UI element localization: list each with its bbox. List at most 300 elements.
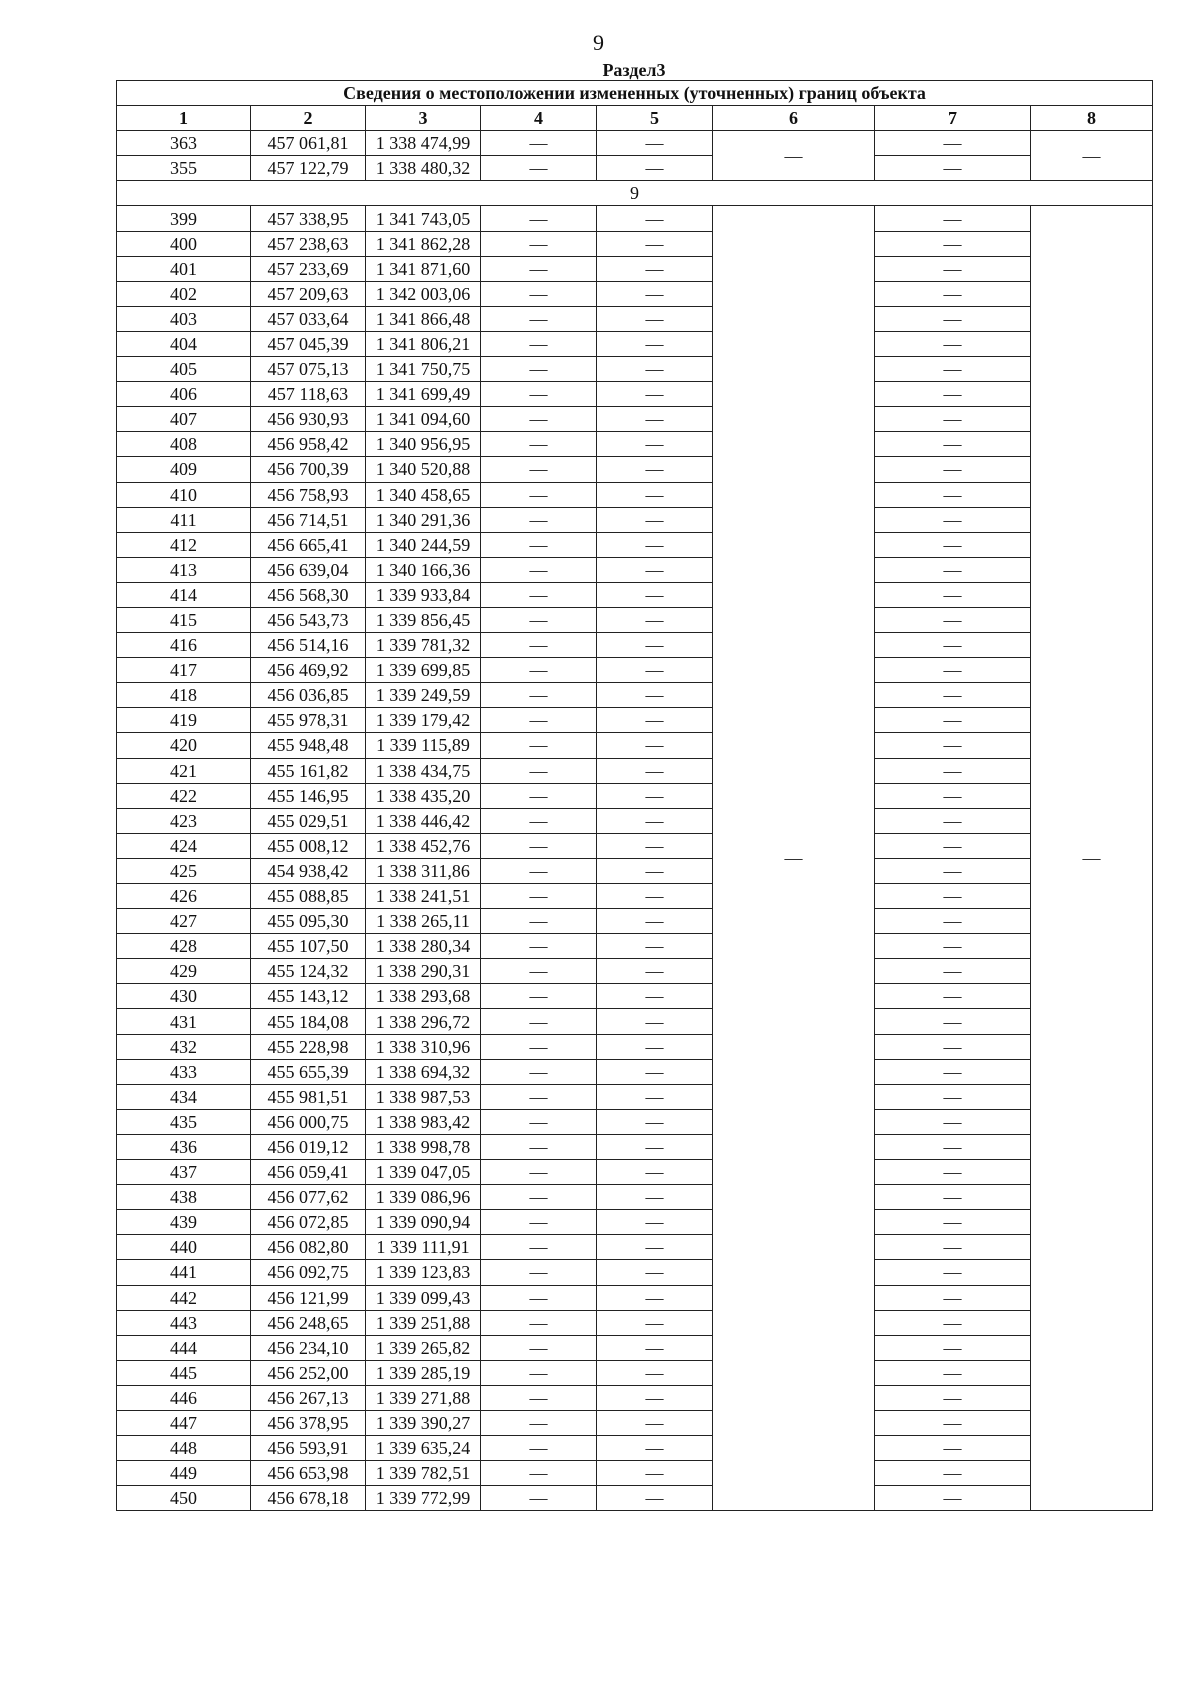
x-coordinate-cell: 457 233,69: [251, 256, 366, 281]
col4-cell: —: [481, 407, 597, 432]
col5-cell: —: [597, 1084, 713, 1109]
x-coordinate-cell: 455 161,82: [251, 758, 366, 783]
col7-cell: —: [875, 909, 1031, 934]
col7-cell: —: [875, 507, 1031, 532]
y-coordinate-cell: 1 338 241,51: [366, 884, 481, 909]
col4-cell: —: [481, 783, 597, 808]
col4-cell: —: [481, 1160, 597, 1185]
table-row: [117, 557, 1153, 582]
point-number-cell: 419: [117, 708, 251, 733]
table-row: [117, 607, 1153, 632]
col4-cell: —: [481, 1410, 597, 1435]
point-number-cell: 444: [117, 1335, 251, 1360]
point-number-cell: 430: [117, 984, 251, 1009]
col7-cell: —: [875, 557, 1031, 582]
col5-cell: —: [597, 1385, 713, 1410]
group-label: 9: [117, 181, 1153, 206]
col4-cell: —: [481, 708, 597, 733]
x-coordinate-cell: 456 059,41: [251, 1160, 366, 1185]
table-row: [117, 331, 1153, 356]
col5-cell: —: [597, 231, 713, 256]
table-row: [117, 1059, 1153, 1084]
table-row: [117, 582, 1153, 607]
x-coordinate-cell: 455 124,32: [251, 959, 366, 984]
table-row: [117, 1360, 1153, 1385]
col5-cell: —: [597, 1285, 713, 1310]
col4-cell: —: [481, 1310, 597, 1335]
col4-cell: —: [481, 382, 597, 407]
column-header-6: 6: [713, 106, 875, 131]
y-coordinate-cell: 1 340 244,59: [366, 532, 481, 557]
x-coordinate-cell: 456 653,98: [251, 1461, 366, 1486]
col4-cell: —: [481, 432, 597, 457]
coordinates-table: [116, 80, 1153, 1511]
col8-merged-cell: —: [1031, 206, 1153, 1511]
x-coordinate-cell: 456 378,95: [251, 1410, 366, 1435]
col5-cell: —: [597, 909, 713, 934]
y-coordinate-cell: 1 339 933,84: [366, 582, 481, 607]
col7-cell: —: [875, 959, 1031, 984]
col5-cell: —: [597, 934, 713, 959]
point-number-cell: 412: [117, 532, 251, 557]
x-coordinate-cell: 456 248,65: [251, 1310, 366, 1335]
y-coordinate-cell: 1 341 743,05: [366, 206, 481, 231]
x-coordinate-cell: 456 072,85: [251, 1210, 366, 1235]
col7-cell: —: [875, 1285, 1031, 1310]
col5-cell: —: [597, 708, 713, 733]
table-row: [117, 733, 1153, 758]
col5-cell: —: [597, 206, 713, 231]
col4-cell: —: [481, 1285, 597, 1310]
col4-cell: —: [481, 984, 597, 1009]
col7-cell: —: [875, 1009, 1031, 1034]
point-number-cell: 446: [117, 1385, 251, 1410]
col7-cell: —: [875, 934, 1031, 959]
table-title: Сведения о местоположении измененных (уточненных) границ объекта: [117, 81, 1153, 106]
col5-cell: —: [597, 156, 713, 181]
col5-cell: —: [597, 884, 713, 909]
x-coordinate-cell: 457 033,64: [251, 306, 366, 331]
col7-cell: —: [875, 808, 1031, 833]
point-number-cell: 437: [117, 1160, 251, 1185]
point-number-cell: 409: [117, 457, 251, 482]
col5-cell: —: [597, 582, 713, 607]
col4-cell: —: [481, 306, 597, 331]
point-number-cell: 423: [117, 808, 251, 833]
x-coordinate-cell: 455 107,50: [251, 934, 366, 959]
point-number-cell: 428: [117, 934, 251, 959]
col5-cell: —: [597, 1461, 713, 1486]
table-row: [117, 1160, 1153, 1185]
col5-cell: —: [597, 833, 713, 858]
y-coordinate-cell: 1 338 987,53: [366, 1084, 481, 1109]
table-row: [117, 1134, 1153, 1159]
col7-cell: —: [875, 407, 1031, 432]
col5-cell: —: [597, 1160, 713, 1185]
table-row: [117, 1410, 1153, 1435]
col4-cell: —: [481, 1034, 597, 1059]
col6-merged-cell: —: [713, 131, 875, 181]
col5-cell: —: [597, 1335, 713, 1360]
y-coordinate-cell: 1 339 271,88: [366, 1385, 481, 1410]
y-coordinate-cell: 1 340 166,36: [366, 557, 481, 582]
x-coordinate-cell: 455 146,95: [251, 783, 366, 808]
col4-cell: —: [481, 833, 597, 858]
x-coordinate-cell: 456 234,10: [251, 1335, 366, 1360]
col7-cell: —: [875, 156, 1031, 181]
point-number-cell: 432: [117, 1034, 251, 1059]
x-coordinate-cell: 457 338,95: [251, 206, 366, 231]
col5-cell: —: [597, 1360, 713, 1385]
col4-cell: —: [481, 934, 597, 959]
y-coordinate-cell: 1 338 998,78: [366, 1134, 481, 1159]
point-number-cell: 431: [117, 1009, 251, 1034]
col7-cell: —: [875, 306, 1031, 331]
table-row: [117, 1185, 1153, 1210]
x-coordinate-cell: 456 514,16: [251, 633, 366, 658]
column-header-8: 8: [1031, 106, 1153, 131]
col4-cell: —: [481, 1009, 597, 1034]
y-coordinate-cell: 1 341 866,48: [366, 306, 481, 331]
col5-cell: —: [597, 532, 713, 557]
point-number-cell: 414: [117, 582, 251, 607]
table-row: [117, 1486, 1153, 1511]
table-row: [117, 909, 1153, 934]
group-label-row: [117, 181, 1153, 206]
column-header-1: 1: [117, 106, 251, 131]
col5-cell: —: [597, 281, 713, 306]
x-coordinate-cell: 455 088,85: [251, 884, 366, 909]
y-coordinate-cell: 1 340 291,36: [366, 507, 481, 532]
col4-cell: —: [481, 1059, 597, 1084]
point-number-cell: 405: [117, 357, 251, 382]
x-coordinate-cell: 456 568,30: [251, 582, 366, 607]
point-number-cell: 445: [117, 1360, 251, 1385]
point-number-cell: 439: [117, 1210, 251, 1235]
col4-cell: —: [481, 1360, 597, 1385]
point-number-cell: 401: [117, 256, 251, 281]
x-coordinate-cell: 456 252,00: [251, 1360, 366, 1385]
table-row: [117, 1210, 1153, 1235]
x-coordinate-cell: 455 008,12: [251, 833, 366, 858]
col7-cell: —: [875, 281, 1031, 306]
col5-cell: —: [597, 1034, 713, 1059]
x-coordinate-cell: 457 061,81: [251, 131, 366, 156]
point-number-cell: 436: [117, 1134, 251, 1159]
y-coordinate-cell: 1 339 285,19: [366, 1360, 481, 1385]
x-coordinate-cell: 455 981,51: [251, 1084, 366, 1109]
col7-cell: —: [875, 1160, 1031, 1185]
col5-cell: —: [597, 808, 713, 833]
col5-cell: —: [597, 1109, 713, 1134]
point-number-cell: 450: [117, 1486, 251, 1511]
col4-cell: —: [481, 357, 597, 382]
x-coordinate-cell: 455 978,31: [251, 708, 366, 733]
point-number-cell: 403: [117, 306, 251, 331]
point-number-cell: 448: [117, 1436, 251, 1461]
col7-cell: —: [875, 1084, 1031, 1109]
table-row: [117, 658, 1153, 683]
y-coordinate-cell: 1 341 094,60: [366, 407, 481, 432]
point-number-cell: 425: [117, 858, 251, 883]
x-coordinate-cell: 456 593,91: [251, 1436, 366, 1461]
col4-cell: —: [481, 532, 597, 557]
table-row: [117, 1235, 1153, 1260]
point-number-cell: 406: [117, 382, 251, 407]
col5-cell: —: [597, 1436, 713, 1461]
col7-cell: —: [875, 532, 1031, 557]
col4-cell: —: [481, 131, 597, 156]
x-coordinate-cell: 456 036,85: [251, 683, 366, 708]
col5-cell: —: [597, 407, 713, 432]
point-number-cell: 433: [117, 1059, 251, 1084]
col4-cell: —: [481, 959, 597, 984]
table-row: [117, 231, 1153, 256]
col5-cell: —: [597, 557, 713, 582]
y-coordinate-cell: 1 339 390,27: [366, 1410, 481, 1435]
section-label: Раздел3: [602, 60, 666, 80]
col4-cell: —: [481, 1235, 597, 1260]
x-coordinate-cell: 455 655,39: [251, 1059, 366, 1084]
col4-cell: —: [481, 884, 597, 909]
table-row: [117, 457, 1153, 482]
table-row: [117, 683, 1153, 708]
table-row: [117, 206, 1153, 231]
table-row: [117, 1310, 1153, 1335]
point-number-cell: 422: [117, 783, 251, 808]
col4-cell: —: [481, 1260, 597, 1285]
col7-cell: —: [875, 1109, 1031, 1134]
x-coordinate-cell: 457 118,63: [251, 382, 366, 407]
x-coordinate-cell: 456 000,75: [251, 1109, 366, 1134]
y-coordinate-cell: 1 339 090,94: [366, 1210, 481, 1235]
col7-cell: —: [875, 758, 1031, 783]
col7-cell: —: [875, 457, 1031, 482]
col5-cell: —: [597, 1260, 713, 1285]
x-coordinate-cell: 455 228,98: [251, 1034, 366, 1059]
col7-cell: —: [875, 482, 1031, 507]
col4-cell: —: [481, 1134, 597, 1159]
col7-cell: —: [875, 683, 1031, 708]
col7-cell: —: [875, 884, 1031, 909]
point-number-cell: 421: [117, 758, 251, 783]
y-coordinate-cell: 1 338 694,32: [366, 1059, 481, 1084]
col7-cell: —: [875, 1360, 1031, 1385]
y-coordinate-cell: 1 339 772,99: [366, 1486, 481, 1511]
x-coordinate-cell: 456 121,99: [251, 1285, 366, 1310]
col4-cell: —: [481, 808, 597, 833]
col4-cell: —: [481, 1486, 597, 1511]
y-coordinate-cell: 1 338 474,99: [366, 131, 481, 156]
col4-cell: —: [481, 758, 597, 783]
y-coordinate-cell: 1 339 699,85: [366, 658, 481, 683]
col4-cell: —: [481, 607, 597, 632]
col5-cell: —: [597, 733, 713, 758]
point-number-cell: 408: [117, 432, 251, 457]
col5-cell: —: [597, 331, 713, 356]
y-coordinate-cell: 1 338 290,31: [366, 959, 481, 984]
col7-cell: —: [875, 1335, 1031, 1360]
col4-cell: —: [481, 1461, 597, 1486]
col4-cell: —: [481, 331, 597, 356]
col7-cell: —: [875, 231, 1031, 256]
y-coordinate-cell: 1 339 781,32: [366, 633, 481, 658]
y-coordinate-cell: 1 341 806,21: [366, 331, 481, 356]
col5-cell: —: [597, 382, 713, 407]
col4-cell: —: [481, 582, 597, 607]
table-row: [117, 1109, 1153, 1134]
y-coordinate-cell: 1 340 520,88: [366, 457, 481, 482]
col7-cell: —: [875, 582, 1031, 607]
point-number-cell: 443: [117, 1310, 251, 1335]
y-coordinate-cell: 1 341 862,28: [366, 231, 481, 256]
y-coordinate-cell: 1 339 782,51: [366, 1461, 481, 1486]
y-coordinate-cell: 1 339 115,89: [366, 733, 481, 758]
x-coordinate-cell: 456 082,80: [251, 1235, 366, 1260]
y-coordinate-cell: 1 338 480,32: [366, 156, 481, 181]
col4-cell: —: [481, 683, 597, 708]
col5-cell: —: [597, 1310, 713, 1335]
point-number-cell: 426: [117, 884, 251, 909]
col7-cell: —: [875, 1134, 1031, 1159]
col4-cell: —: [481, 1185, 597, 1210]
x-coordinate-cell: 456 019,12: [251, 1134, 366, 1159]
point-number-cell: 410: [117, 482, 251, 507]
col5-cell: —: [597, 1134, 713, 1159]
col4-cell: —: [481, 733, 597, 758]
col7-cell: —: [875, 607, 1031, 632]
col7-cell: —: [875, 432, 1031, 457]
table-row: [117, 959, 1153, 984]
col5-cell: —: [597, 357, 713, 382]
col6-merged-cell: —: [713, 206, 875, 1511]
x-coordinate-cell: 456 678,18: [251, 1486, 366, 1511]
point-number-cell: 411: [117, 507, 251, 532]
y-coordinate-cell: 1 340 458,65: [366, 482, 481, 507]
x-coordinate-cell: 457 045,39: [251, 331, 366, 356]
col5-cell: —: [597, 1210, 713, 1235]
table-row: [117, 1385, 1153, 1410]
col7-cell: —: [875, 1235, 1031, 1260]
col7-cell: —: [875, 708, 1031, 733]
col5-cell: —: [597, 482, 713, 507]
y-coordinate-cell: 1 338 265,11: [366, 909, 481, 934]
x-coordinate-cell: 456 758,93: [251, 482, 366, 507]
table-row: [117, 858, 1153, 883]
table-row: [117, 281, 1153, 306]
col5-cell: —: [597, 1410, 713, 1435]
y-coordinate-cell: 1 339 086,96: [366, 1185, 481, 1210]
table-row: [117, 432, 1153, 457]
col4-cell: —: [481, 633, 597, 658]
y-coordinate-cell: 1 339 099,43: [366, 1285, 481, 1310]
y-coordinate-cell: 1 338 983,42: [366, 1109, 481, 1134]
column-header-3: 3: [366, 106, 481, 131]
table-row: [117, 1009, 1153, 1034]
col7-cell: —: [875, 633, 1031, 658]
table-row: [117, 482, 1153, 507]
table-row: [117, 808, 1153, 833]
col5-cell: —: [597, 306, 713, 331]
col7-cell: —: [875, 858, 1031, 883]
col5-cell: —: [597, 1235, 713, 1260]
point-number-cell: 424: [117, 833, 251, 858]
x-coordinate-cell: 457 209,63: [251, 281, 366, 306]
x-coordinate-cell: 456 700,39: [251, 457, 366, 482]
col5-cell: —: [597, 783, 713, 808]
col7-cell: —: [875, 1486, 1031, 1511]
y-coordinate-cell: 1 339 047,05: [366, 1160, 481, 1185]
point-number-cell: 435: [117, 1109, 251, 1134]
col4-cell: —: [481, 1385, 597, 1410]
col4-cell: —: [481, 909, 597, 934]
y-coordinate-cell: 1 338 452,76: [366, 833, 481, 858]
y-coordinate-cell: 1 339 251,88: [366, 1310, 481, 1335]
point-number-cell: 355: [117, 156, 251, 181]
col7-cell: —: [875, 1310, 1031, 1335]
col4-cell: —: [481, 557, 597, 582]
x-coordinate-cell: 454 938,42: [251, 858, 366, 883]
column-header-row: [117, 106, 1153, 131]
col7-cell: —: [875, 357, 1031, 382]
x-coordinate-cell: 456 469,92: [251, 658, 366, 683]
col7-cell: —: [875, 1410, 1031, 1435]
x-coordinate-cell: 457 122,79: [251, 156, 366, 181]
y-coordinate-cell: 1 338 311,86: [366, 858, 481, 883]
table-row: [117, 156, 1153, 181]
col4-cell: —: [481, 156, 597, 181]
table-row: [117, 306, 1153, 331]
col5-cell: —: [597, 256, 713, 281]
col4-cell: —: [481, 658, 597, 683]
col7-cell: —: [875, 1436, 1031, 1461]
y-coordinate-cell: 1 338 293,68: [366, 984, 481, 1009]
table-row: [117, 1260, 1153, 1285]
column-header-7: 7: [875, 106, 1031, 131]
point-number-cell: 363: [117, 131, 251, 156]
col4-cell: —: [481, 1109, 597, 1134]
point-number-cell: 400: [117, 231, 251, 256]
col7-cell: —: [875, 1185, 1031, 1210]
col4-cell: —: [481, 1210, 597, 1235]
y-coordinate-cell: 1 338 434,75: [366, 758, 481, 783]
table-row: [117, 708, 1153, 733]
col7-cell: —: [875, 984, 1031, 1009]
point-number-cell: 418: [117, 683, 251, 708]
col4-cell: —: [481, 457, 597, 482]
page-number-text: 9: [593, 30, 604, 55]
col5-cell: —: [597, 1486, 713, 1511]
col7-cell: —: [875, 382, 1031, 407]
col7-cell: —: [875, 1210, 1031, 1235]
col8-merged-cell: —: [1031, 131, 1153, 181]
col7-cell: —: [875, 1034, 1031, 1059]
y-coordinate-cell: 1 338 310,96: [366, 1034, 481, 1059]
point-number-cell: 440: [117, 1235, 251, 1260]
point-number-cell: 438: [117, 1185, 251, 1210]
y-coordinate-cell: 1 339 635,24: [366, 1436, 481, 1461]
x-coordinate-cell: 456 665,41: [251, 532, 366, 557]
col7-cell: —: [875, 1260, 1031, 1285]
col5-cell: —: [597, 858, 713, 883]
col7-cell: —: [875, 131, 1031, 156]
point-number-cell: 434: [117, 1084, 251, 1109]
table-row: [117, 934, 1153, 959]
point-number-cell: 413: [117, 557, 251, 582]
table-row: [117, 407, 1153, 432]
y-coordinate-cell: 1 341 699,49: [366, 382, 481, 407]
col5-cell: —: [597, 131, 713, 156]
